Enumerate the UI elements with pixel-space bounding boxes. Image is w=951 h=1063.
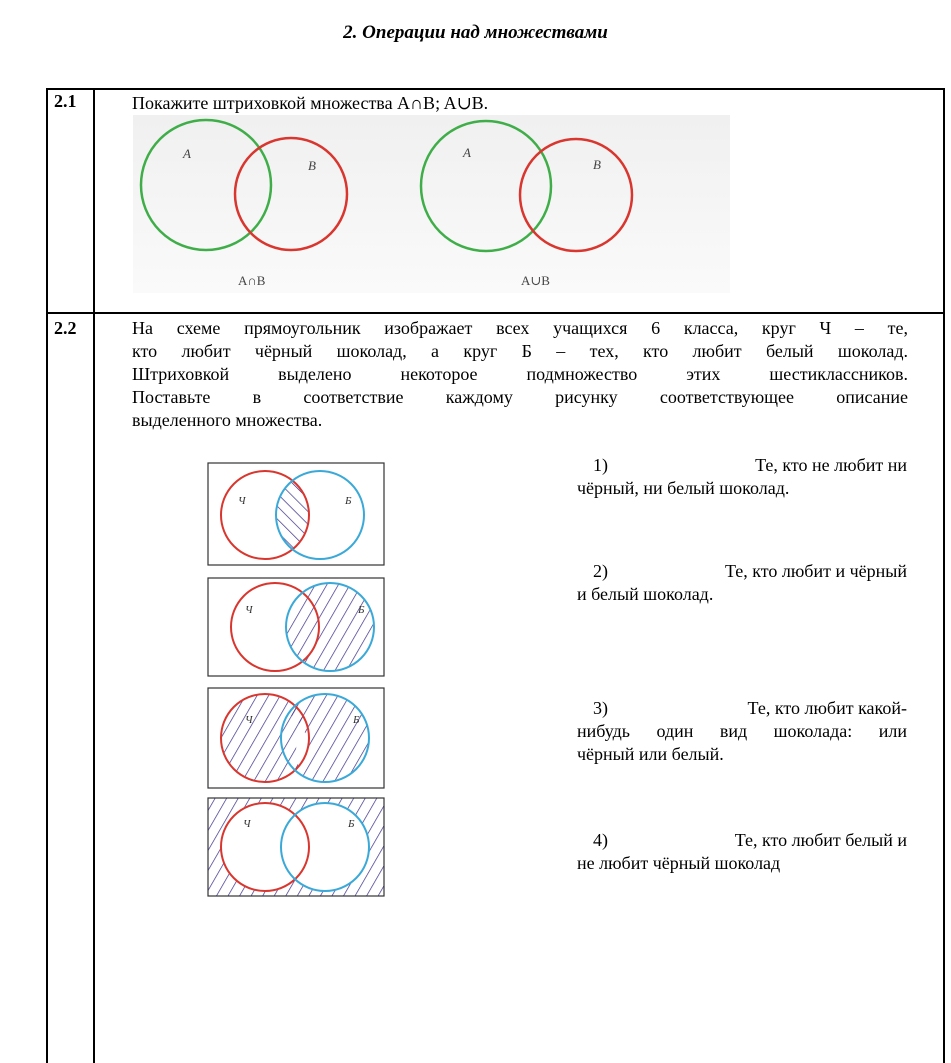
option-3-line-2: нибудь один вид шоколада: или: [577, 721, 907, 741]
caption-intersection: A∩B: [238, 273, 266, 288]
label-ch-2: Ч: [245, 604, 253, 616]
exercise-2-2-line-1: На схеме прямоугольник изображает всех учащихся 6 класса, круг Ч – те,: [132, 318, 908, 338]
exercise-2-2-line-5: выделенного множества.: [132, 410, 323, 430]
label-a-left: A: [183, 146, 191, 161]
exercise-2-2-line-3: Штриховкой выделено некоторое подмножество этих шестиклассников.: [132, 364, 908, 384]
caption-union: A∪B: [521, 273, 550, 288]
option-3-number: 3): [593, 698, 608, 718]
exercise-2-2-line-2: кто любит чёрный шоколад, а круг Б – тех, кто любит белый шоколад.: [132, 341, 908, 361]
diagram-set-b: [208, 578, 384, 676]
label-b-left: B: [308, 158, 316, 173]
option-3-line-3: чёрный или белый.: [577, 744, 724, 764]
diagram-intersection: [208, 463, 384, 565]
label-b-4: Б: [348, 818, 355, 830]
option-4: [577, 829, 907, 875]
option-4-line-1: Те, кто любит белый и: [734, 830, 907, 850]
venn-figure-2-1: [133, 115, 730, 293]
option-1-line-1: Те, кто не любит ни: [755, 455, 907, 475]
label-b-3: Б: [353, 714, 360, 726]
label-a-right: A: [463, 145, 471, 160]
option-4-number: 4): [593, 830, 608, 850]
option-2-number: 2): [593, 561, 608, 581]
option-3-line-1: Те, кто любит какой-: [747, 698, 907, 718]
label-ch-1: Ч: [238, 495, 246, 507]
exercise-2-1-text: Покажите штриховкой множества A∩B; A∪B.: [132, 93, 489, 113]
option-1-number: 1): [593, 455, 608, 475]
option-2: [577, 560, 907, 606]
label-b-1: Б: [345, 495, 352, 507]
label-b-2: Б: [358, 604, 365, 616]
label-ch-3: Ч: [245, 714, 253, 726]
chocolate-diagrams: [205, 460, 390, 900]
exercise-number-2-1: 2.1: [54, 91, 77, 111]
option-3: [577, 697, 907, 766]
table-row-divider: [46, 312, 945, 314]
figure-background: [133, 115, 730, 293]
option-1: [577, 454, 907, 500]
label-ch-4: Ч: [243, 818, 251, 830]
diagram-complement: [208, 798, 384, 896]
table-column-divider: [93, 88, 95, 1063]
label-b-right: B: [593, 157, 601, 172]
option-2-line-2: и белый шоколад.: [577, 584, 714, 604]
option-4-line-2: не любит чёрный шоколад: [577, 853, 781, 873]
exercise-number-2-2: 2.2: [54, 318, 77, 338]
option-2-line-1: Те, кто любит и чёрный: [724, 561, 907, 581]
exercise-2-2-line-4: Поставьте в соответствие каждому рисунку соответствующее описание: [132, 387, 908, 407]
diagram-symmetric-difference: [208, 688, 384, 788]
option-1-line-2: чёрный, ни белый шоколад.: [577, 478, 790, 498]
page-title: 2. Операции над множествами: [343, 22, 608, 43]
